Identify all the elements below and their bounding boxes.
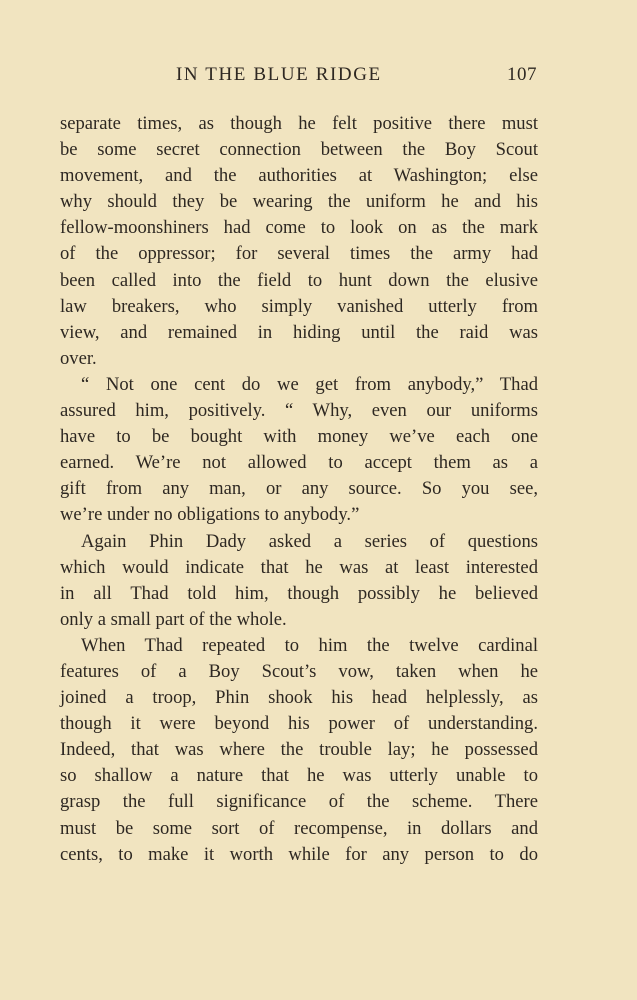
body-text [60, 111, 538, 868]
running-title: IN THE BLUE RIDGE [176, 64, 382, 85]
page-number: 107 [507, 64, 537, 85]
text-line: of the oppressor; for several times the army had [60, 243, 538, 265]
running-head [60, 64, 541, 88]
text-line: so shallow a nature that he was utterly unable to [60, 765, 538, 787]
text-line: cents, to make it worth while for any person to do [60, 843, 538, 865]
text-line: Again Phin Dady asked a series of questions [81, 530, 538, 552]
text-line: must be some sort of recompense, in dollars and [60, 817, 538, 839]
text-line: features of a Boy Scout’s vow, taken when he [60, 660, 538, 682]
text-line: though it were beyond his power of understanding. [60, 713, 538, 735]
text-line: fellow-moonshiners had come to look on as the mark [60, 217, 538, 239]
text-line: been called into the field to hunt down the elusive [60, 269, 538, 291]
text-line: gift from any man, or any source. So you see, [60, 478, 538, 500]
text-line: grasp the full significance of the scheme. There [60, 791, 538, 813]
text-line: movement, and the authorities at Washington; else [60, 165, 538, 187]
text-line: in all Thad told him, though possibly he believed [60, 582, 538, 604]
text-line: over. [60, 347, 97, 369]
text-line: have to be bought with money we’ve each one [60, 426, 538, 448]
text-line: we’re under no obligations to anybody.” [60, 504, 360, 526]
text-line: be some secret connection between the Boy Scout [60, 139, 538, 161]
text-line: Indeed, that was where the trouble lay; he possessed [60, 739, 538, 761]
text-line: law breakers, who simply vanished utterly from [60, 295, 538, 317]
text-line: only a small part of the whole. [60, 608, 287, 630]
text-line: joined a troop, Phin shook his head helplessly, as [60, 687, 538, 709]
text-line: earned. We’re not allowed to accept them as a [60, 452, 538, 474]
text-line: which would indicate that he was at least interested [60, 556, 538, 578]
text-line: “ Not one cent do we get from anybody,” Thad [81, 373, 538, 395]
text-line: When Thad repeated to him the twelve cardinal [81, 634, 538, 656]
text-line: separate times, as though he felt positive there must [60, 113, 538, 134]
text-line: assured him, positively. “ Why, even our uniforms [60, 400, 538, 422]
text-line: why should they be wearing the uniform he and his [60, 191, 538, 213]
text-line: view, and remained in hiding until the raid was [60, 321, 538, 343]
